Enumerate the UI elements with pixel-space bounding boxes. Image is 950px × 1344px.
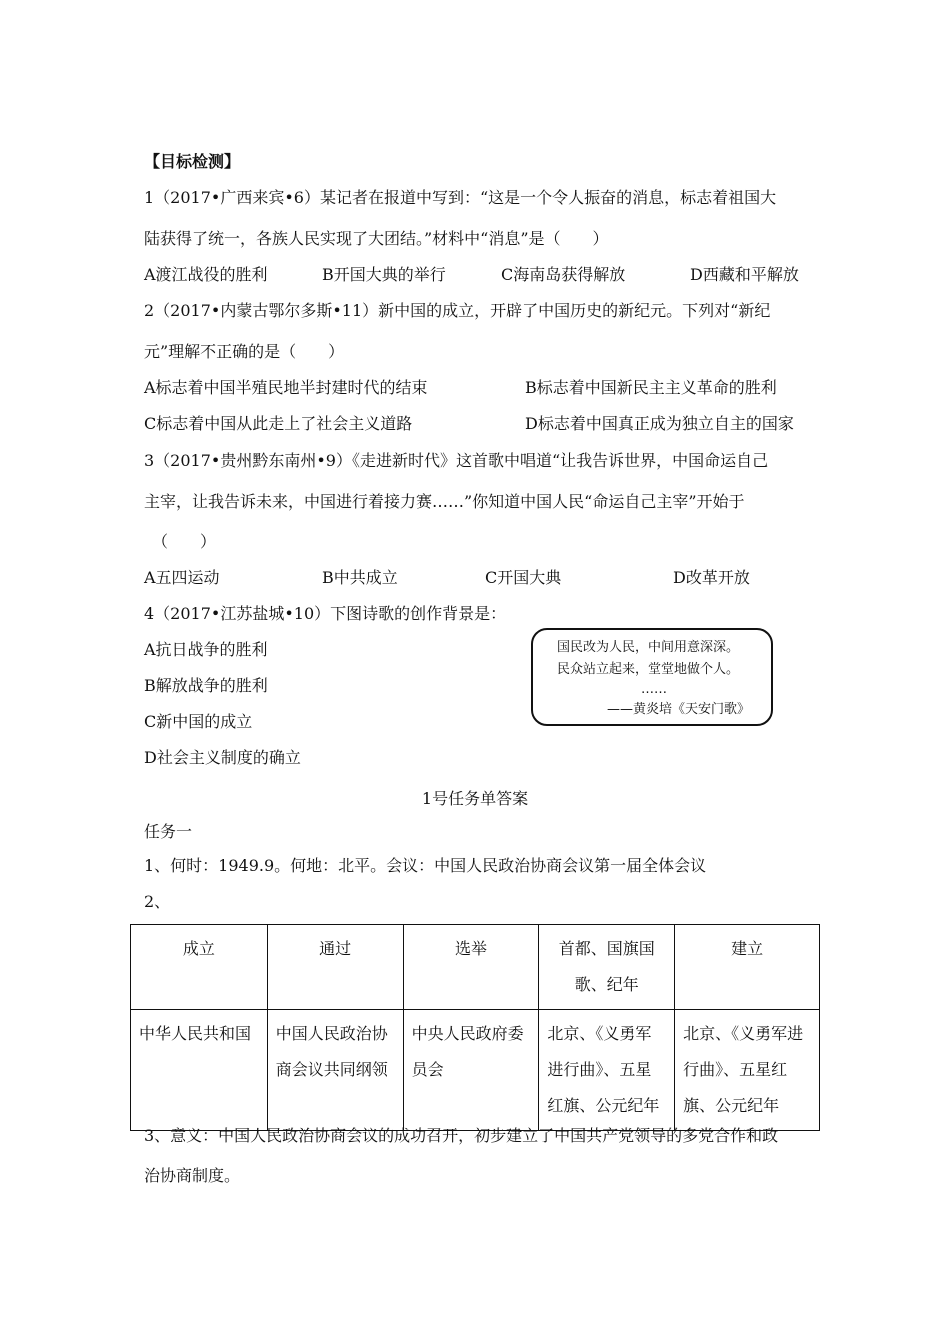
q3-option-c: C开国大典 xyxy=(485,568,562,587)
section-title: 【目标检测】 xyxy=(144,152,241,171)
q4-line1: 4（2017•江苏盐城•10）下图诗歌的创作背景是： xyxy=(144,604,507,623)
table-header-cell: 通过 xyxy=(267,925,403,1010)
q3-option-b: B中共成立 xyxy=(322,568,398,587)
answer-table xyxy=(130,924,820,1131)
q1-line1: 1（2017•广西来宾•6）某记者在报道中写到：“这是一个令人振奋的消息，标志着祖国大 xyxy=(144,188,777,207)
item3-line2: 治协商制度。 xyxy=(144,1166,241,1185)
q1-option-d: D西藏和平解放 xyxy=(690,265,799,284)
q2-option-b: B标志着中国新民主主义革命的胜利 xyxy=(525,378,777,397)
table-cell: 中华人民共和国 xyxy=(131,1010,268,1131)
item2: 2、 xyxy=(144,892,171,911)
q1-option-c: C海南岛获得解放 xyxy=(501,265,626,284)
q2-line2: 元”理解不正确的是（ ） xyxy=(144,342,345,361)
table-cell: 北京、《义勇军进行曲》、五星红旗、公元纪年 xyxy=(539,1010,675,1131)
table-header-cell: 建立 xyxy=(675,925,820,1010)
q1-option-b: B开国大典的举行 xyxy=(322,265,446,284)
q2-option-d: D标志着中国真正成为独立自主的国家 xyxy=(525,414,794,433)
q3-line1: 3（2017•贵州黔东南州•9）《走进新时代》这首歌中唱道“让我告诉世界，中国命运自己 xyxy=(144,451,769,470)
poem-line1: 国民改为人民，中间用意深深。 xyxy=(557,640,740,655)
q2-option-a: A标志着中国半殖民地半封建时代的结束 xyxy=(144,378,428,397)
q4-option-c: C新中国的成立 xyxy=(144,712,253,731)
table-cell: 中央人民政府委员会 xyxy=(403,1010,539,1131)
q1-option-a: A渡江战役的胜利 xyxy=(144,265,268,284)
answer-title: 1号任务单答案 xyxy=(421,789,529,808)
poem-ellipsis: …… xyxy=(641,682,667,697)
task1-label: 任务一 xyxy=(144,822,193,841)
poem-box xyxy=(531,628,773,726)
table-row xyxy=(131,1010,820,1131)
table-cell: 中国人民政治协商会议共同纲领 xyxy=(267,1010,403,1131)
q1-line2: 陆获得了统一，各族人民实现了大团结。”材料中“消息”是（ ） xyxy=(144,229,609,248)
table-header-cell: 选举 xyxy=(403,925,539,1010)
item1: 1、何时：1949.9。何地：北平。会议：中国人民政治协商会议第一届全体会议 xyxy=(144,856,707,875)
q2-option-c: C标志着中国从此走上了社会主义道路 xyxy=(144,414,413,433)
table-header-cell: 首都、国旗国歌、纪年 xyxy=(539,925,675,1010)
poem-attribution: ——黄炎培《天安门歌》 xyxy=(607,702,751,717)
q4-option-a: A抗日战争的胜利 xyxy=(144,640,268,659)
q3-line2: 主宰，让我告诉未来，中国进行着接力赛……”你知道中国人民“命运自己主宰”开始于 xyxy=(144,492,745,511)
q4-option-b: B解放战争的胜利 xyxy=(144,676,268,695)
q3-option-a: A五四运动 xyxy=(144,568,220,587)
table-cell: 北京、《义勇军进行曲》、五星红旗、公元纪年 xyxy=(675,1010,820,1131)
q3-option-d: D改革开放 xyxy=(673,568,750,587)
item3-line1: 3、意义：中国人民政治协商会议的成功召开，初步建立了中国共产党领导的多党合作和政 xyxy=(144,1126,779,1145)
table-header-row xyxy=(131,925,820,1010)
q2-line1: 2（2017•内蒙古鄂尔多斯•11）新中国的成立，开辟了中国历史的新纪元。下列对“新纪 xyxy=(144,301,771,320)
table-header-cell: 成立 xyxy=(131,925,268,1010)
q4-option-d: D社会主义制度的确立 xyxy=(144,748,301,767)
q3-line3: （ ） xyxy=(152,532,217,551)
poem-line2: 民众站立起来，堂堂地做个人。 xyxy=(557,662,740,677)
